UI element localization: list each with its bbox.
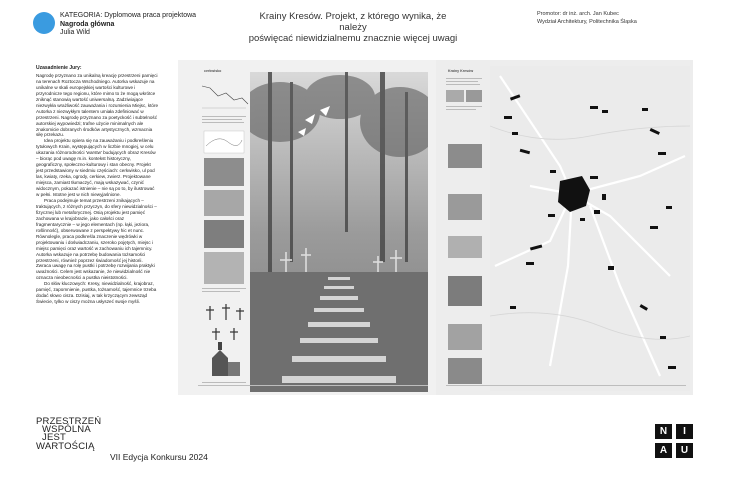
justification-paragraph-4: Do słów kluczowych: Kresy, niewidzialność, krajobraz, pamięć, zapomnienie, pustka, tożsamość, tajemnice trzeba dodać słowo cisza. Dzisiaj, w tak krzyczącym zewsząd Świecie, tylko w ciszy można usłyszeć swoje myśli.: [36, 281, 157, 305]
project-title: [248, 11, 458, 44]
justification-heading: Uzasadnienie Jury:: [36, 65, 82, 71]
nian-letter-n: N: [655, 424, 672, 439]
competition-logo: [36, 418, 101, 451]
jury-justification: [36, 66, 159, 305]
logo-line-1: PRZESTRZEŃ: [36, 416, 102, 427]
logo-line-3: JEST: [42, 432, 67, 444]
category-label: KATEGORIA: Dyplomowa praca projektowa: [60, 12, 197, 19]
poster-footer-line-right: [446, 385, 686, 386]
left-panel-drawings: [198, 76, 253, 406]
right-panel-title: Krainy Kresów: [448, 69, 474, 73]
site-map: [490, 66, 690, 391]
justification-paragraph-2: Idea projektu opiera się na zauważaniu i podkreśleniu tytułowych Krain, występujących w liczbie mnogiej, w celu ukazania różnorodności 'warstw' budujących obraz Kresów – biorąc pod uwagę m.in. kontekst historyczny, geograficzny, społeczno-kulturowy i stan obecny. Projekt jest przedstawiony w siedmiu częściach: cerkwisko, ul pod las, kwiaty, rzeka, ogrody, cerkiew, zwierz. Projektowane miejsca, zamiast tłumaczyć, mają wskazywać, czynić widocznym, pokazać istnienie – nie są po to, by ilustrować w pełni. Istotne jest w nich niewyjaśnione.: [36, 138, 156, 198]
justification-paragraph-3: Praca podejmuje temat przestrzeni znikających – traktujących, z różnych przyczyn, do sfery niewidzialności – fizycznej lub metaforycznej. Osią projektu jest pamięć zachowana w krajobrazie, jako całości oraz fragmentarycznie – w jego elementach (np. łąki, jeziora, roślinność), obserwowane z perspektywy hic et nunc. Równolegle, praca podkreśla znaczenie wędrówki w projektowaniu i doświadczaniu, szeroko pojętych, miejsc i miejsc pamięci oraz wartość w zachowaniu ich tajemnicy. Autorka wskazuje na potrzebę budowania tożsamości przestrzeni, również poprzez świadomość jej historii. Zwraca uwagę na rolę pustki i potrzebę rozwijania praktyki uważności. Celem jest wskazanie, że niewidzialność nie oznacza nieobecności a pustka nieistotności.: [36, 197, 157, 281]
nian-logo: [655, 424, 695, 458]
category-block: [60, 12, 196, 38]
thumbnail-column: [446, 76, 486, 386]
category-dot-icon: [33, 12, 55, 34]
project-title-line2: poświęcać niewidzialnemu znacznie więcej uwagi: [248, 33, 458, 44]
nian-letter-u: U: [676, 443, 693, 458]
project-title-line1: Krainy Kresów. Projekt, z którego wynika, że należy: [259, 11, 447, 33]
justification-paragraph-1: Nagrodę przyznano za unikalną kreację przestrzeni pamięci na terenach Roztocza Wschodniego. Autorka wskazuje na unikalne w skali europejskiej wartości kulturowe i przyrodnicze tego regionu, które mimo to że mogą wkrótce zniknąć stanowią wartość uniwersalną. Zadziwiające niezwykła wrażliwość zauważania i rozumienia Miejsc, które Autorka z niezwykłym talentem umiała zdefiniować w przestrzeni. Nagrodę przyznano za poetyckość i subtelność autorskiej wypowiedzi; trafne użycie minimalnych ale znakomicie dobranych środków artystycznych, wzmacnia siłę przekazu.: [36, 72, 159, 138]
left-panel-title: cerkwisko: [204, 69, 222, 73]
faculty-name: Wydział Architektury, Politechnika Śląska: [537, 18, 637, 25]
project-poster: [178, 60, 693, 395]
poster-footer-line-left: [198, 385, 428, 386]
award-label: Nagroda główna: [60, 20, 115, 28]
logo-line-4: WARTOŚCIĄ: [36, 440, 95, 452]
edition-label: VII Edycja Konkursu 2024: [110, 452, 208, 462]
nian-letter-i: I: [676, 424, 693, 439]
cemetery-stairs-photo: [250, 72, 428, 392]
promotor-block: [537, 11, 637, 26]
author-name: Julia Wild: [60, 29, 90, 36]
logo-line-2: WSPÓLNA: [42, 424, 91, 436]
promotor-name: Promotor: dr inż. arch. Jan Kubec: [537, 11, 619, 17]
nian-letter-a: A: [655, 443, 672, 458]
